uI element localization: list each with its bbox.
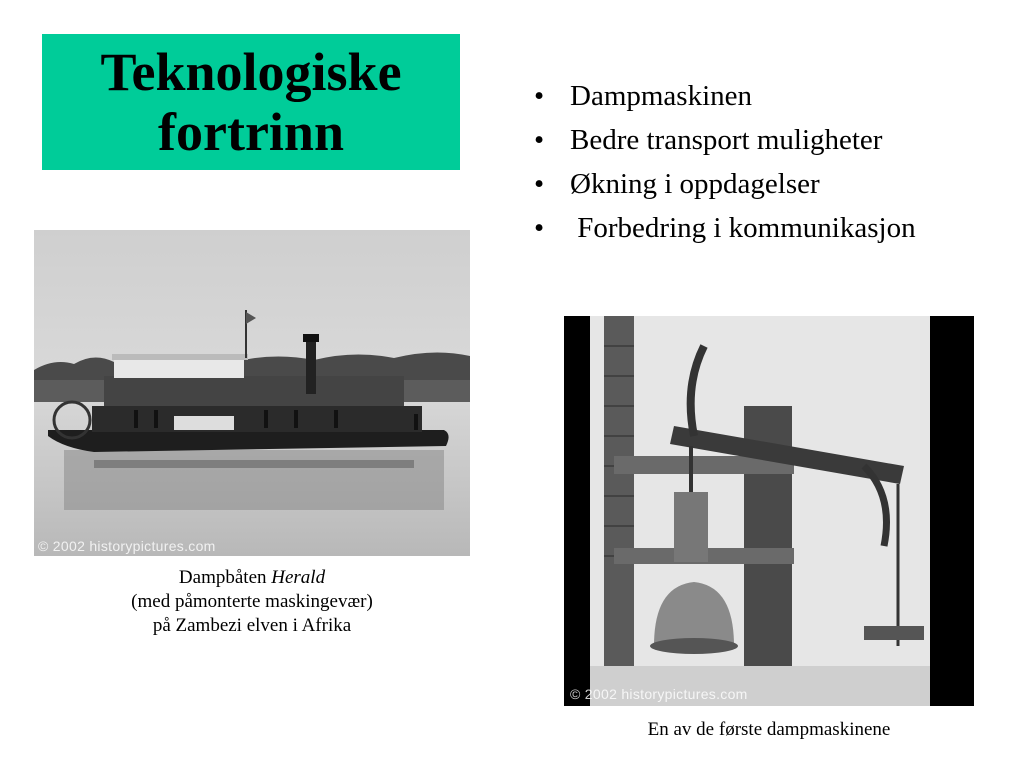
boat-caption-name: Herald <box>271 567 326 588</box>
engine-watermark: © 2002 historypictures.com <box>570 686 748 702</box>
slide-title <box>100 42 401 162</box>
boat-caption-line3: på Zambezi elven i Afrika <box>152 615 352 636</box>
boat-caption-line2: (med påmonterte maskingevær) <box>131 591 373 612</box>
title-box <box>42 34 460 170</box>
bullet-item: • Bedre transport muligheter <box>528 118 916 162</box>
boat-watermark: © 2002 historypictures.com <box>38 538 216 554</box>
bullet-item: • Økning i oppdagelser <box>528 162 916 206</box>
engine-caption: En av de første dampmaskinene <box>647 719 891 740</box>
bullet-item: • Dampmaskinen <box>528 74 916 118</box>
bullet-list <box>528 74 916 250</box>
steam-engine-photo <box>564 316 974 706</box>
bullet-item: • Forbedring i kommunikasjon <box>528 206 916 250</box>
steam-engine-illustration <box>564 316 974 706</box>
title-line-2: fortrinn <box>158 102 344 162</box>
steamboat-illustration <box>34 230 470 556</box>
title-line-1: Teknologiske <box>100 42 402 102</box>
boat-caption <box>34 566 470 638</box>
steamboat-photo <box>34 230 470 556</box>
boat-caption-prefix: Dampbåten <box>178 567 272 588</box>
